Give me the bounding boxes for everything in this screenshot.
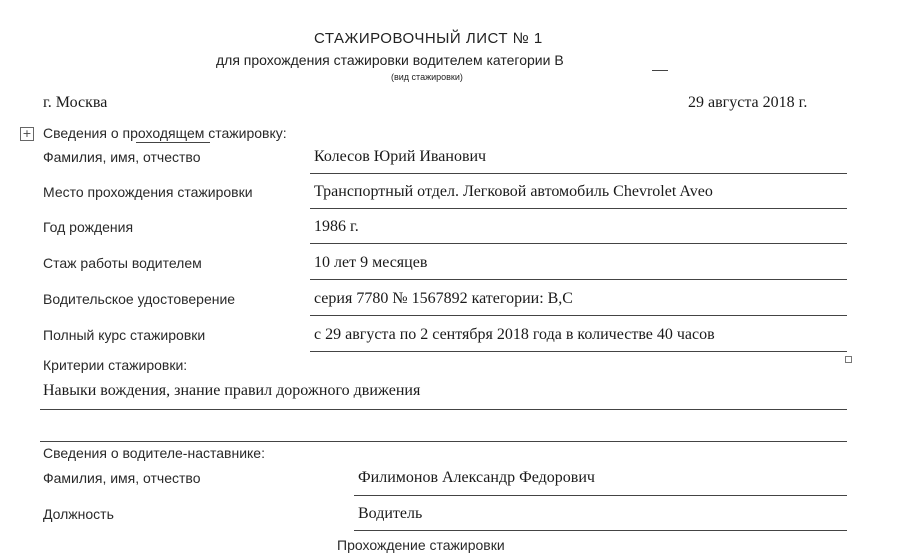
trainee-place-label: Место прохождения стажировки <box>43 184 253 200</box>
field-line <box>310 279 847 280</box>
field-line <box>310 173 847 174</box>
document-subtitle: для прохождения стажировки водителем категории В <box>216 52 564 68</box>
separator-line <box>40 441 847 442</box>
trainee-course-value: с 29 августа по 2 сентября 2018 года в количестве 40 часов <box>314 326 715 343</box>
mentor-name-value: Филимонов Александр Федорович <box>358 469 595 486</box>
mentor-name-label: Фамилия, имя, отчество <box>43 470 201 486</box>
field-line <box>310 243 847 244</box>
subtitle-note: (вид стажировки) <box>391 72 463 82</box>
trainee-license-value: серия 7780 № 1567892 категории: В,С <box>314 290 573 307</box>
trainee-course-label: Полный курс стажировки <box>43 327 206 343</box>
trainee-birth-value: 1986 г. <box>314 218 359 235</box>
criteria-line <box>40 409 847 410</box>
document-title: СТАЖИРОВОЧНЫЙ ЛИСТ № 1 <box>314 30 543 47</box>
trainee-experience-value: 10 лет 9 месяцев <box>314 254 428 271</box>
mentor-section-label: Сведения о водителе-наставнике: <box>43 445 265 461</box>
criteria-label: Критерии стажировки: <box>43 357 188 373</box>
trainee-name-value: Колесов Юрий Иванович <box>314 148 487 165</box>
mentor-position-value: Водитель <box>358 505 423 522</box>
table-move-handle-icon[interactable]: + <box>20 127 34 141</box>
field-line <box>354 530 847 531</box>
trainee-name-label: Фамилия, имя, отчество <box>43 149 201 165</box>
field-line <box>310 315 847 316</box>
cell-corner-marker <box>845 356 852 363</box>
trainee-place-value: Транспортный отдел. Легковой автомобиль Chevrolet Aveo <box>314 183 713 200</box>
trainee-license-label: Водительское удостоверение <box>43 291 236 307</box>
city: г. Москва <box>43 94 108 111</box>
field-line <box>310 208 847 209</box>
trainee-section-label: Сведения о проходящем стажировку: <box>43 125 287 141</box>
document-date: 29 августа 2018 г. <box>688 94 808 111</box>
field-line <box>354 495 847 496</box>
footer-text: Прохождение стажировки <box>337 537 505 553</box>
criteria-value: Навыки вождения, знание правил дорожного движения <box>43 382 421 399</box>
section-underline <box>136 142 210 143</box>
field-line <box>310 351 847 352</box>
trainee-experience-label: Стаж работы водителем <box>43 255 202 271</box>
subtitle-underline <box>652 70 668 71</box>
trainee-birth-label: Год рождения <box>43 219 134 235</box>
mentor-position-label: Должность <box>43 506 114 522</box>
